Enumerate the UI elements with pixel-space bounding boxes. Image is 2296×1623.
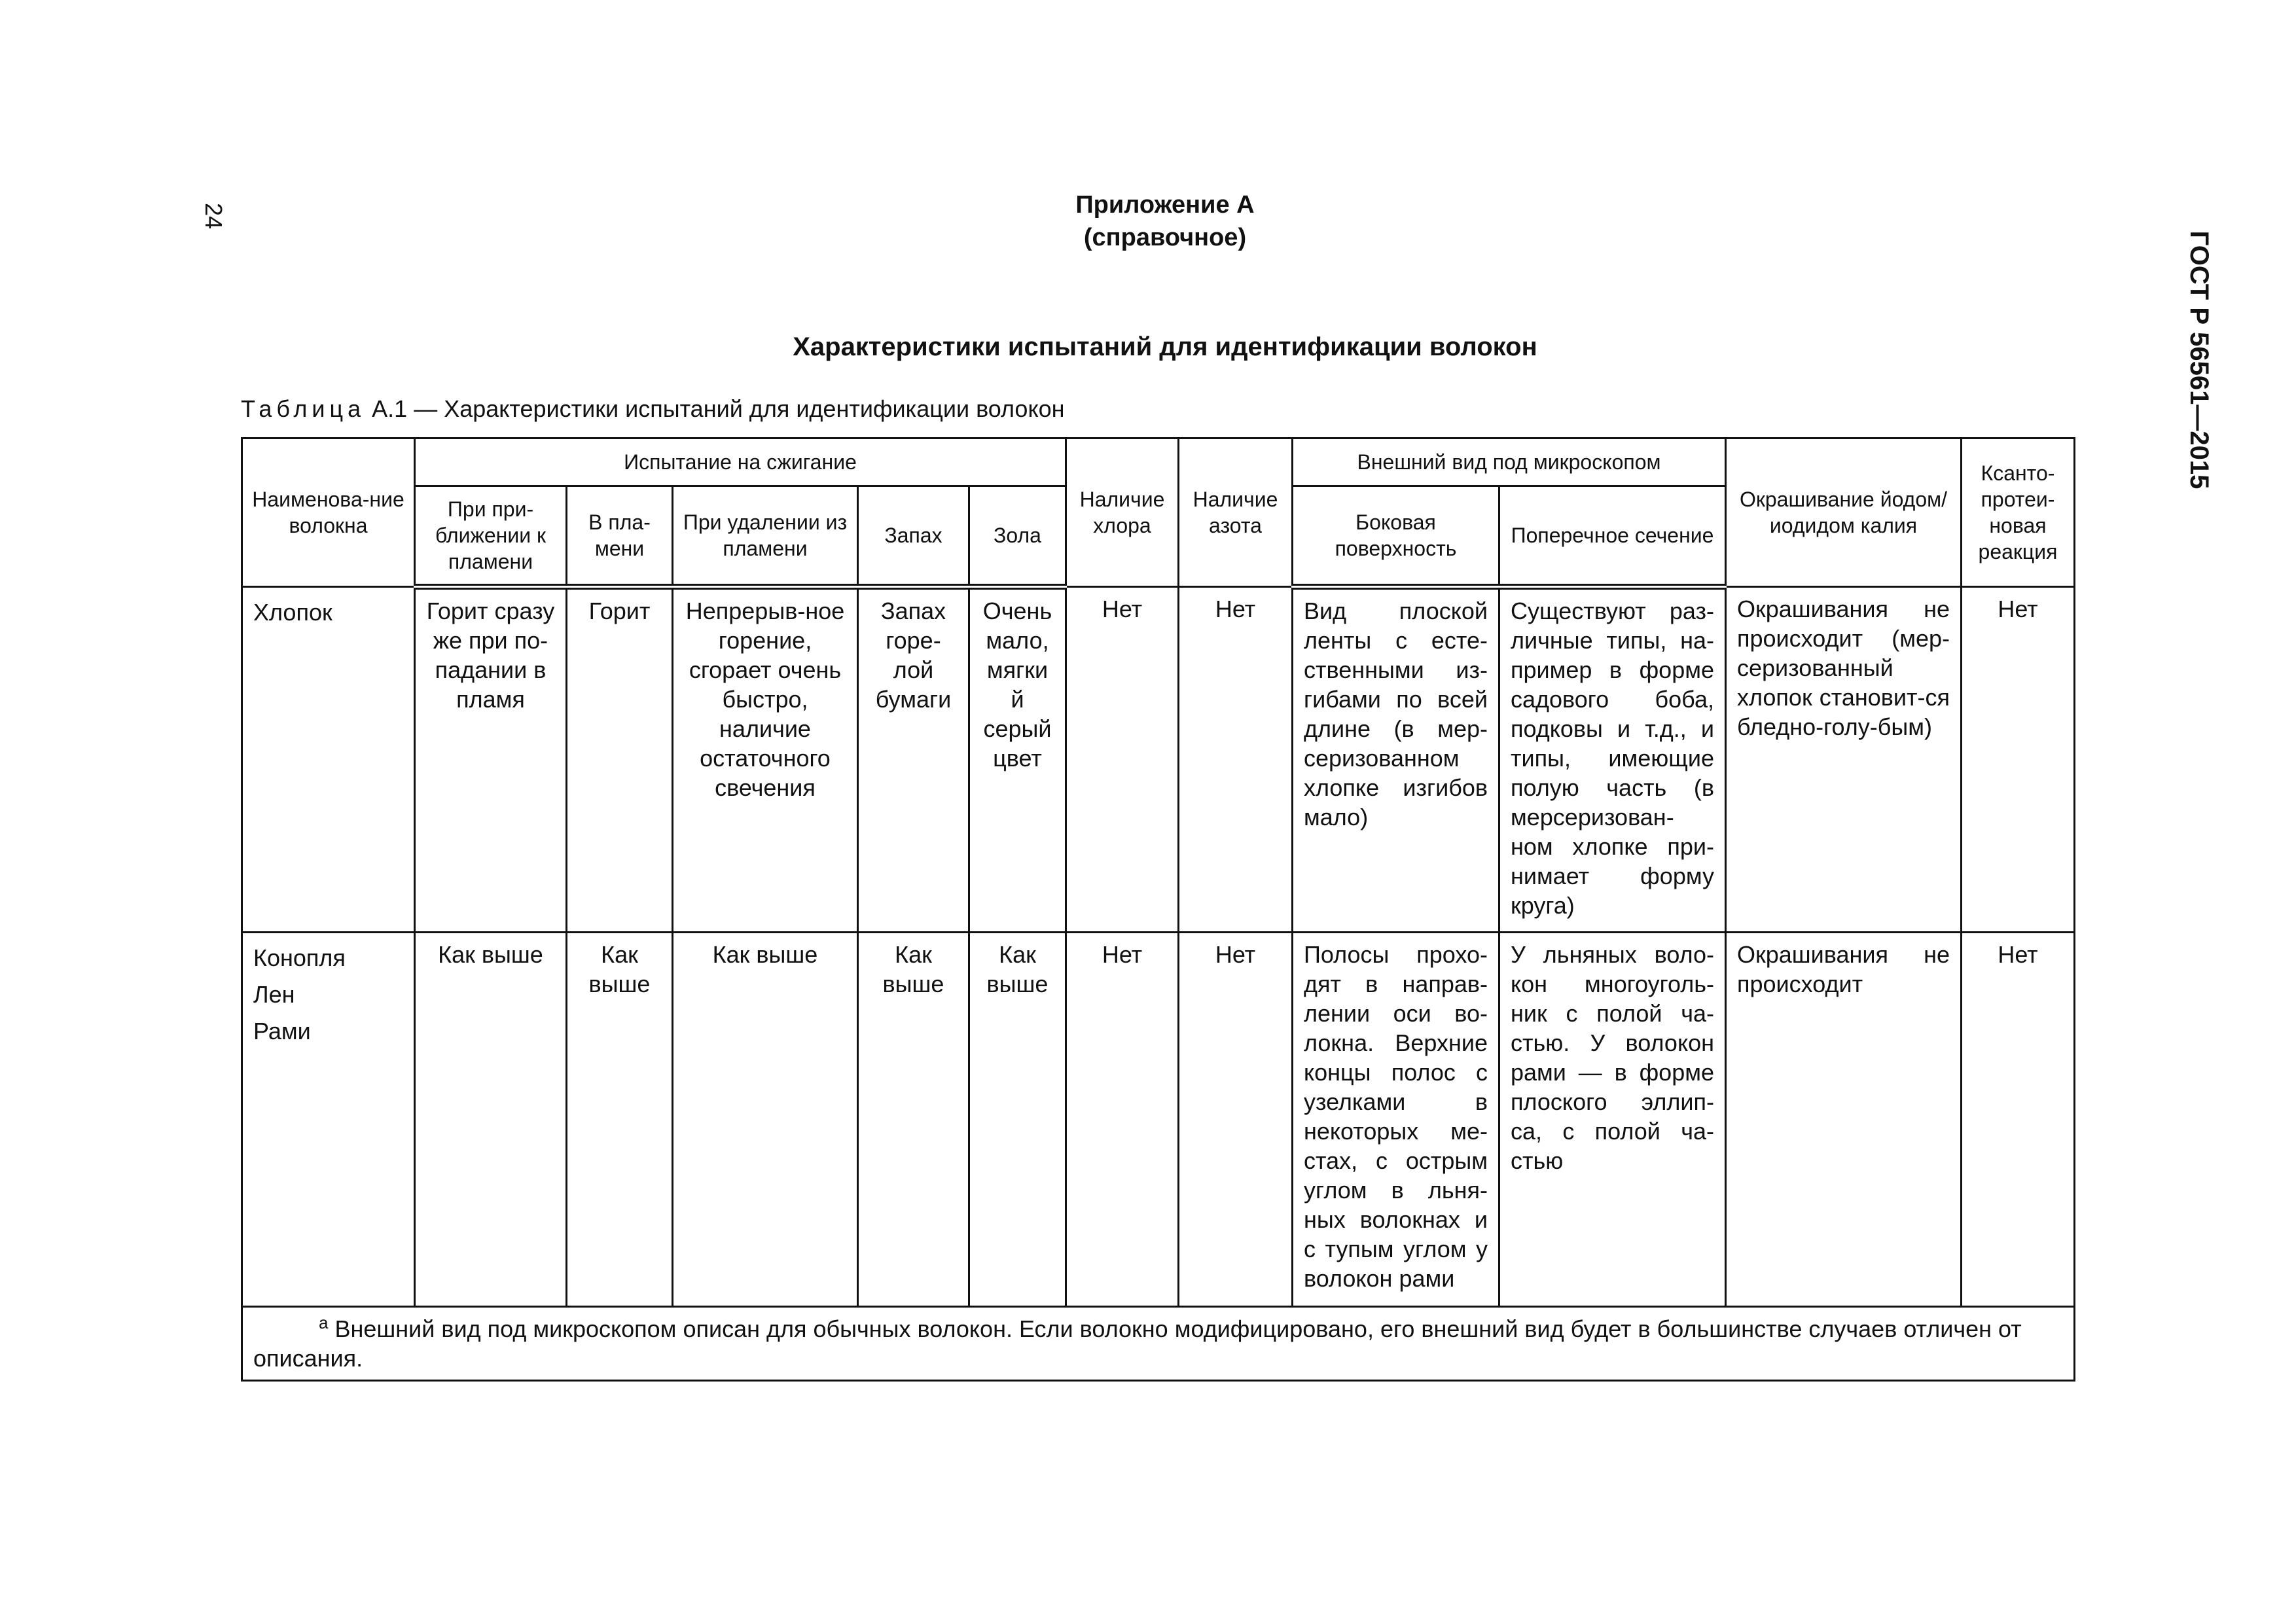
table-row [242, 933, 2075, 1307]
in-flame-cell: Горит [567, 587, 673, 933]
footnote-text: Внешний вид под микроскопом описан для обычных волокон. Если волокно модифицировано, его внешний вид будет в большинстве случаев отличен от описания. [253, 1315, 2022, 1372]
side-surface-cell: Вид плоской ленты с есте-ственными из-гибами по всей длине (в мер-серизованном хлопке изгибов мало) [1293, 587, 1499, 933]
near-flame-cell: Горит сразу же при по-падании в пламя [415, 587, 567, 933]
header-fiber-name: Наименова-ние волокна [242, 438, 415, 587]
appendix-heading [720, 188, 1610, 254]
fiber-name: Конопля [253, 944, 346, 971]
header-microscope: Внешний вид под микроскопом [1293, 438, 1726, 486]
table-caption-text: А.1 — Характеристики испытаний для идентификации волокон [365, 395, 1065, 422]
table-row [242, 587, 2075, 933]
table-caption [241, 395, 1065, 423]
removed-from-flame-cell: Как выше [673, 933, 858, 1307]
appendix-title: Приложение А [1075, 191, 1255, 219]
fiber-name-cell [242, 587, 415, 933]
header-near-flame: При при-ближении к пламени [415, 486, 567, 587]
header-removed-from-flame: При удалении из пламени [673, 486, 858, 587]
header-burning-test: Испытание на сжигание [415, 438, 1066, 486]
header-side-surface: Боковая поверхность [1293, 486, 1499, 587]
page-number: 24 [200, 202, 227, 230]
chlorine-cell: Нет [1066, 933, 1179, 1307]
header-nitrogen: Наличие азота [1179, 438, 1293, 587]
header-in-flame: В пла-мени [567, 486, 673, 587]
nitrogen-cell: Нет [1179, 933, 1293, 1307]
footnote-row [242, 1307, 2075, 1381]
cross-section-cell: Существуют раз-личные типы, на-пример в форме садового боба, подковы и т.д., и типы, имеющие полую часть (в мерсеризован-ном хлопке при-нимает форму круга) [1499, 587, 1726, 933]
removed-from-flame-cell: Непрерыв-ное горение, сгорает очень быстро, наличие остаточного свечения [673, 587, 858, 933]
header-row-top [242, 438, 2075, 486]
xanthoprotein-cell: Нет [1962, 587, 2075, 933]
odor-cell: Как выше [858, 933, 969, 1307]
fiber-name-cell [242, 933, 415, 1307]
iodine-staining-cell: Окрашивания не происходит [1726, 933, 1962, 1307]
ash-cell: Как выше [969, 933, 1066, 1307]
fiber-identification-table [241, 437, 2075, 1382]
xanthoprotein-cell: Нет [1962, 933, 2075, 1307]
in-flame-cell: Как выше [567, 933, 673, 1307]
iodine-staining-cell: Окрашивания не происходит (мер-серизованный хлопок становит-ся бледно-голу-бым) [1726, 587, 1962, 933]
header-odor: Запах [858, 486, 969, 587]
fiber-name: Хлопок [253, 599, 332, 626]
side-surface-cell: Полосы прохо-дят в направ-лении оси во-локна. Верхние концы полос с узелками в некоторых ме-стах, с острым углом в льня-ных волокнах и с тупым углом у волокон рами [1293, 933, 1499, 1307]
ash-cell: Очень мало, мягкий серый цвет [969, 587, 1066, 933]
header-xanthoprotein: Ксанто-протеи-новая реакция [1962, 438, 2075, 587]
cross-section-cell: У льняных воло-кон многоуголь-ник с полой ча-стью. У волокон рами — в форме плоского эллип-са, с полой ча-стью [1499, 933, 1726, 1307]
header-iodine-staining: Окрашивание йодом/ иодидом калия [1726, 438, 1962, 587]
nitrogen-cell: Нет [1179, 587, 1293, 933]
header-cross-section: Поперечное сечение [1499, 486, 1726, 587]
table-caption-prefix: Таблица [241, 395, 366, 422]
footnote-marker: а [319, 1313, 329, 1332]
near-flame-cell: Как выше [415, 933, 567, 1307]
fiber-name: Лен [253, 981, 295, 1008]
footnote-cell [242, 1307, 2075, 1381]
chlorine-cell: Нет [1066, 587, 1179, 933]
header-chlorine: Наличие хлора [1066, 438, 1179, 587]
header-ash: Зола [969, 486, 1066, 587]
standard-code: ГОСТ Р 56561—2015 [2185, 230, 2214, 490]
fiber-name: Рами [253, 1018, 311, 1044]
appendix-type: (справочное) [1083, 224, 1247, 251]
odor-cell: Запах горе-лой бумаги [858, 587, 969, 933]
document-title: Характеристики испытаний для идентификации волокон [793, 332, 1537, 361]
